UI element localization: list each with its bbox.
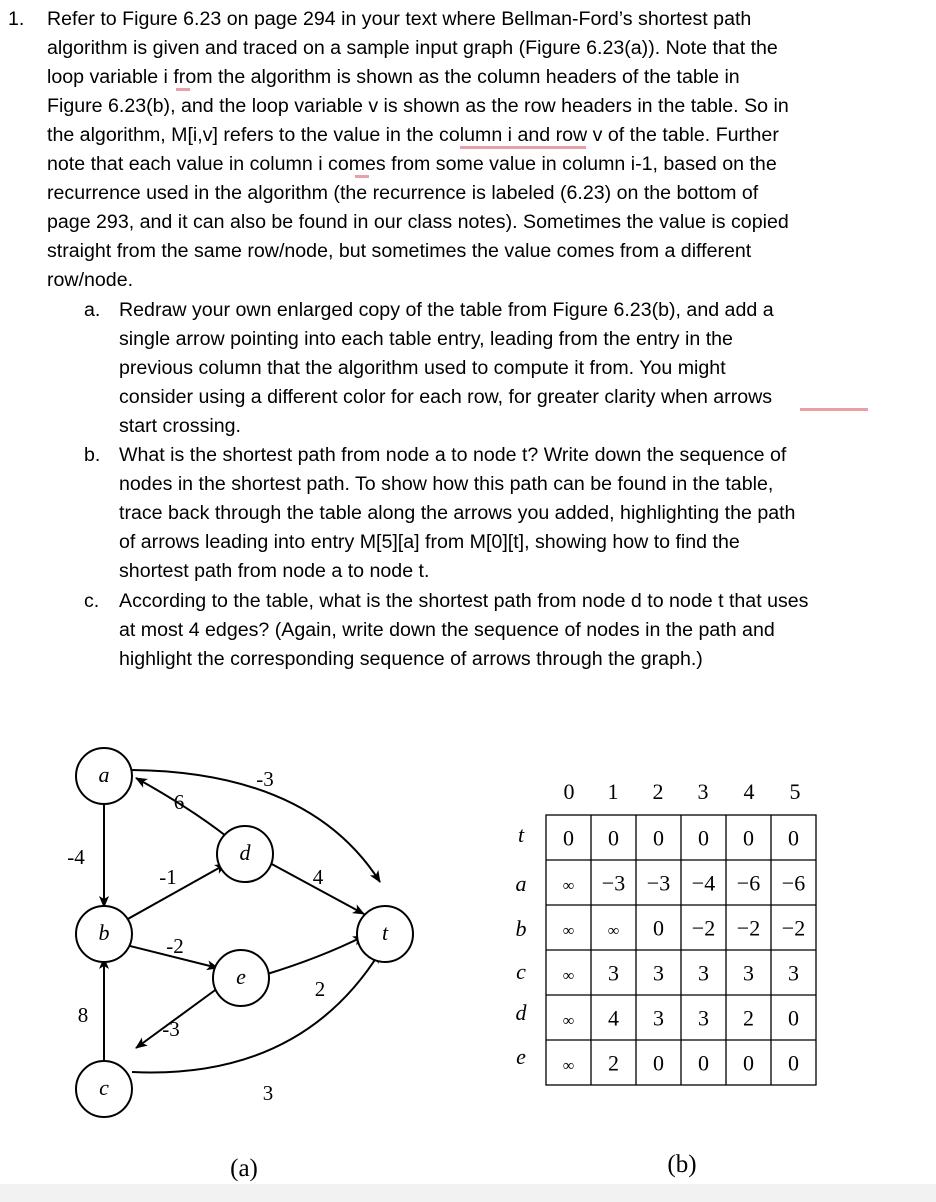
weight-a-t: -3 xyxy=(256,767,274,791)
part-b-label: b. xyxy=(84,444,101,466)
edge-e-t xyxy=(264,936,364,975)
table-cell: ∞ xyxy=(562,1012,575,1030)
weight-d-t: 4 xyxy=(312,865,324,889)
weight-a-b: -4 xyxy=(67,845,85,869)
table-cell: 2 xyxy=(608,1050,619,1076)
table-cell: 3 xyxy=(788,960,799,986)
node-a-label: a xyxy=(98,762,110,787)
bottom-strip xyxy=(0,1184,936,1202)
part-b-line: shortest path from node a to node t. xyxy=(119,560,430,582)
table-cell: 0 xyxy=(788,825,799,851)
table-cell: ∞ xyxy=(562,922,575,940)
figure-b-caption: (b) xyxy=(667,1151,697,1178)
column-header: 4 xyxy=(743,779,755,804)
part-a-label: a. xyxy=(84,299,101,321)
part-c-line: highlight the corresponding sequence of arrows through the graph.) xyxy=(119,648,703,670)
question-line: row/node. xyxy=(47,269,134,291)
node-t-label: t xyxy=(381,920,389,945)
table-cell: 0 xyxy=(653,825,664,851)
question-line: Refer to Figure 6.23 on page 294 in your text where Bellman-Ford’s shortest path xyxy=(47,8,752,30)
table-cell: 3 xyxy=(653,1005,664,1031)
part-a-line: single arrow pointing into each table entry, leading from the entry in the xyxy=(119,328,733,350)
part-b-line: nodes in the shortest path. To show how this path can be found in the table, xyxy=(119,473,774,495)
figure-a-caption: (a) xyxy=(230,1155,258,1182)
weight-c-b: 8 xyxy=(77,1003,89,1027)
row-header: t xyxy=(517,822,525,847)
figure-b-table xyxy=(516,779,817,1085)
table-cell: ∞ xyxy=(562,877,575,895)
table-cell: 3 xyxy=(653,960,664,986)
node-d-label: d xyxy=(239,840,251,865)
table-cell: ∞ xyxy=(607,922,620,940)
table-cell: 0 xyxy=(563,825,574,851)
row-header: d xyxy=(515,1000,527,1025)
table-cell: −2 xyxy=(691,915,716,941)
table-cell: −6 xyxy=(781,870,806,896)
table-cell: 0 xyxy=(698,825,709,851)
column-header: 3 xyxy=(697,779,709,804)
weight-d-a: 6 xyxy=(173,790,185,814)
table-cell: 0 xyxy=(653,915,664,941)
weight-e-c: -3 xyxy=(162,1017,180,1041)
column-header: 1 xyxy=(607,779,619,804)
part-a-line: Redraw your own enlarged copy of the table from Figure 6.23(b), and add a xyxy=(119,299,774,321)
node-c-label: c xyxy=(99,1075,109,1100)
question-line: note that each value in column i comes from some value in column i-1, based on the xyxy=(47,153,777,175)
table-cell: 0 xyxy=(788,1005,799,1031)
table-cell: ∞ xyxy=(562,1057,575,1075)
table-cell: −6 xyxy=(736,870,761,896)
table-cell: −4 xyxy=(691,870,716,896)
weight-b-d: -1 xyxy=(159,865,177,889)
column-header: 5 xyxy=(789,779,801,804)
table-cell: 0 xyxy=(698,1050,709,1076)
part-c-line: According to the table, what is the shortest path from node d to node t that uses xyxy=(119,590,809,612)
table-cell: 2 xyxy=(743,1005,754,1031)
question-line: algorithm is given and traced on a sample input graph (Figure 6.23(a)). Note that the xyxy=(47,37,778,59)
weight-e-t: 2 xyxy=(314,977,326,1001)
question-line: page 293, and it can also be found in our class notes). Sometimes the value is copied xyxy=(47,211,789,233)
row-header: e xyxy=(516,1044,526,1069)
table-cell: 3 xyxy=(698,960,709,986)
table-cell: 0 xyxy=(743,825,754,851)
part-c-label: c. xyxy=(84,590,100,612)
part-b-line: trace back through the table along the arrows you added, highlighting the path xyxy=(119,502,796,524)
table-cell: 3 xyxy=(698,1005,709,1031)
table-cell: 0 xyxy=(743,1050,754,1076)
question-line: Figure 6.23(b), and the loop variable v is shown as the row headers in the table. So in xyxy=(47,95,789,117)
node-e-label: e xyxy=(236,964,246,989)
question-line: the algorithm, M[i,v] refers to the value in the column i and row v of the table. Further xyxy=(47,124,779,146)
part-a-line: consider using a different color for each row, for greater clarity when arrows xyxy=(119,386,773,408)
column-header: 0 xyxy=(563,779,575,804)
part-a-line: start crossing. xyxy=(119,415,241,437)
node-b-label: b xyxy=(98,920,110,945)
weight-b-e: -2 xyxy=(166,934,184,958)
table-cell: −3 xyxy=(646,870,671,896)
part-b-line: What is the shortest path from node a to node t? Write down the sequence of xyxy=(119,444,787,466)
question-line: straight from the same row/node, but sometimes the value comes from a different xyxy=(47,240,752,262)
table-cell: 0 xyxy=(653,1050,664,1076)
table-cell: 0 xyxy=(788,1050,799,1076)
part-a-line: previous column that the algorithm used to compute it from. You might xyxy=(119,357,726,379)
question-number: 1. xyxy=(8,8,25,30)
table-cell: 3 xyxy=(608,960,619,986)
table-cell: −2 xyxy=(781,915,806,941)
weight-c-t: 3 xyxy=(262,1081,274,1105)
table-cell: ∞ xyxy=(562,967,575,985)
row-header: a xyxy=(515,871,527,896)
table-cell: 4 xyxy=(608,1005,619,1031)
question-line: recurrence used in the algorithm (the recurrence is labeled (6.23) on the bottom of xyxy=(47,182,759,204)
table-cell: −2 xyxy=(736,915,761,941)
table-cell: −3 xyxy=(601,870,626,896)
question-line: loop variable i from the algorithm is shown as the column headers of the table in xyxy=(47,66,740,88)
part-b-line: of arrows leading into entry M[5][a] from M[0][t], showing how to find the xyxy=(119,531,740,553)
table-cell: 3 xyxy=(743,960,754,986)
table-cell: 0 xyxy=(608,825,619,851)
column-header: 2 xyxy=(652,779,664,804)
part-c-line: at most 4 edges? (Again, write down the sequence of nodes in the path and xyxy=(119,619,775,641)
row-header: b xyxy=(515,916,527,941)
row-header: c xyxy=(516,959,526,984)
